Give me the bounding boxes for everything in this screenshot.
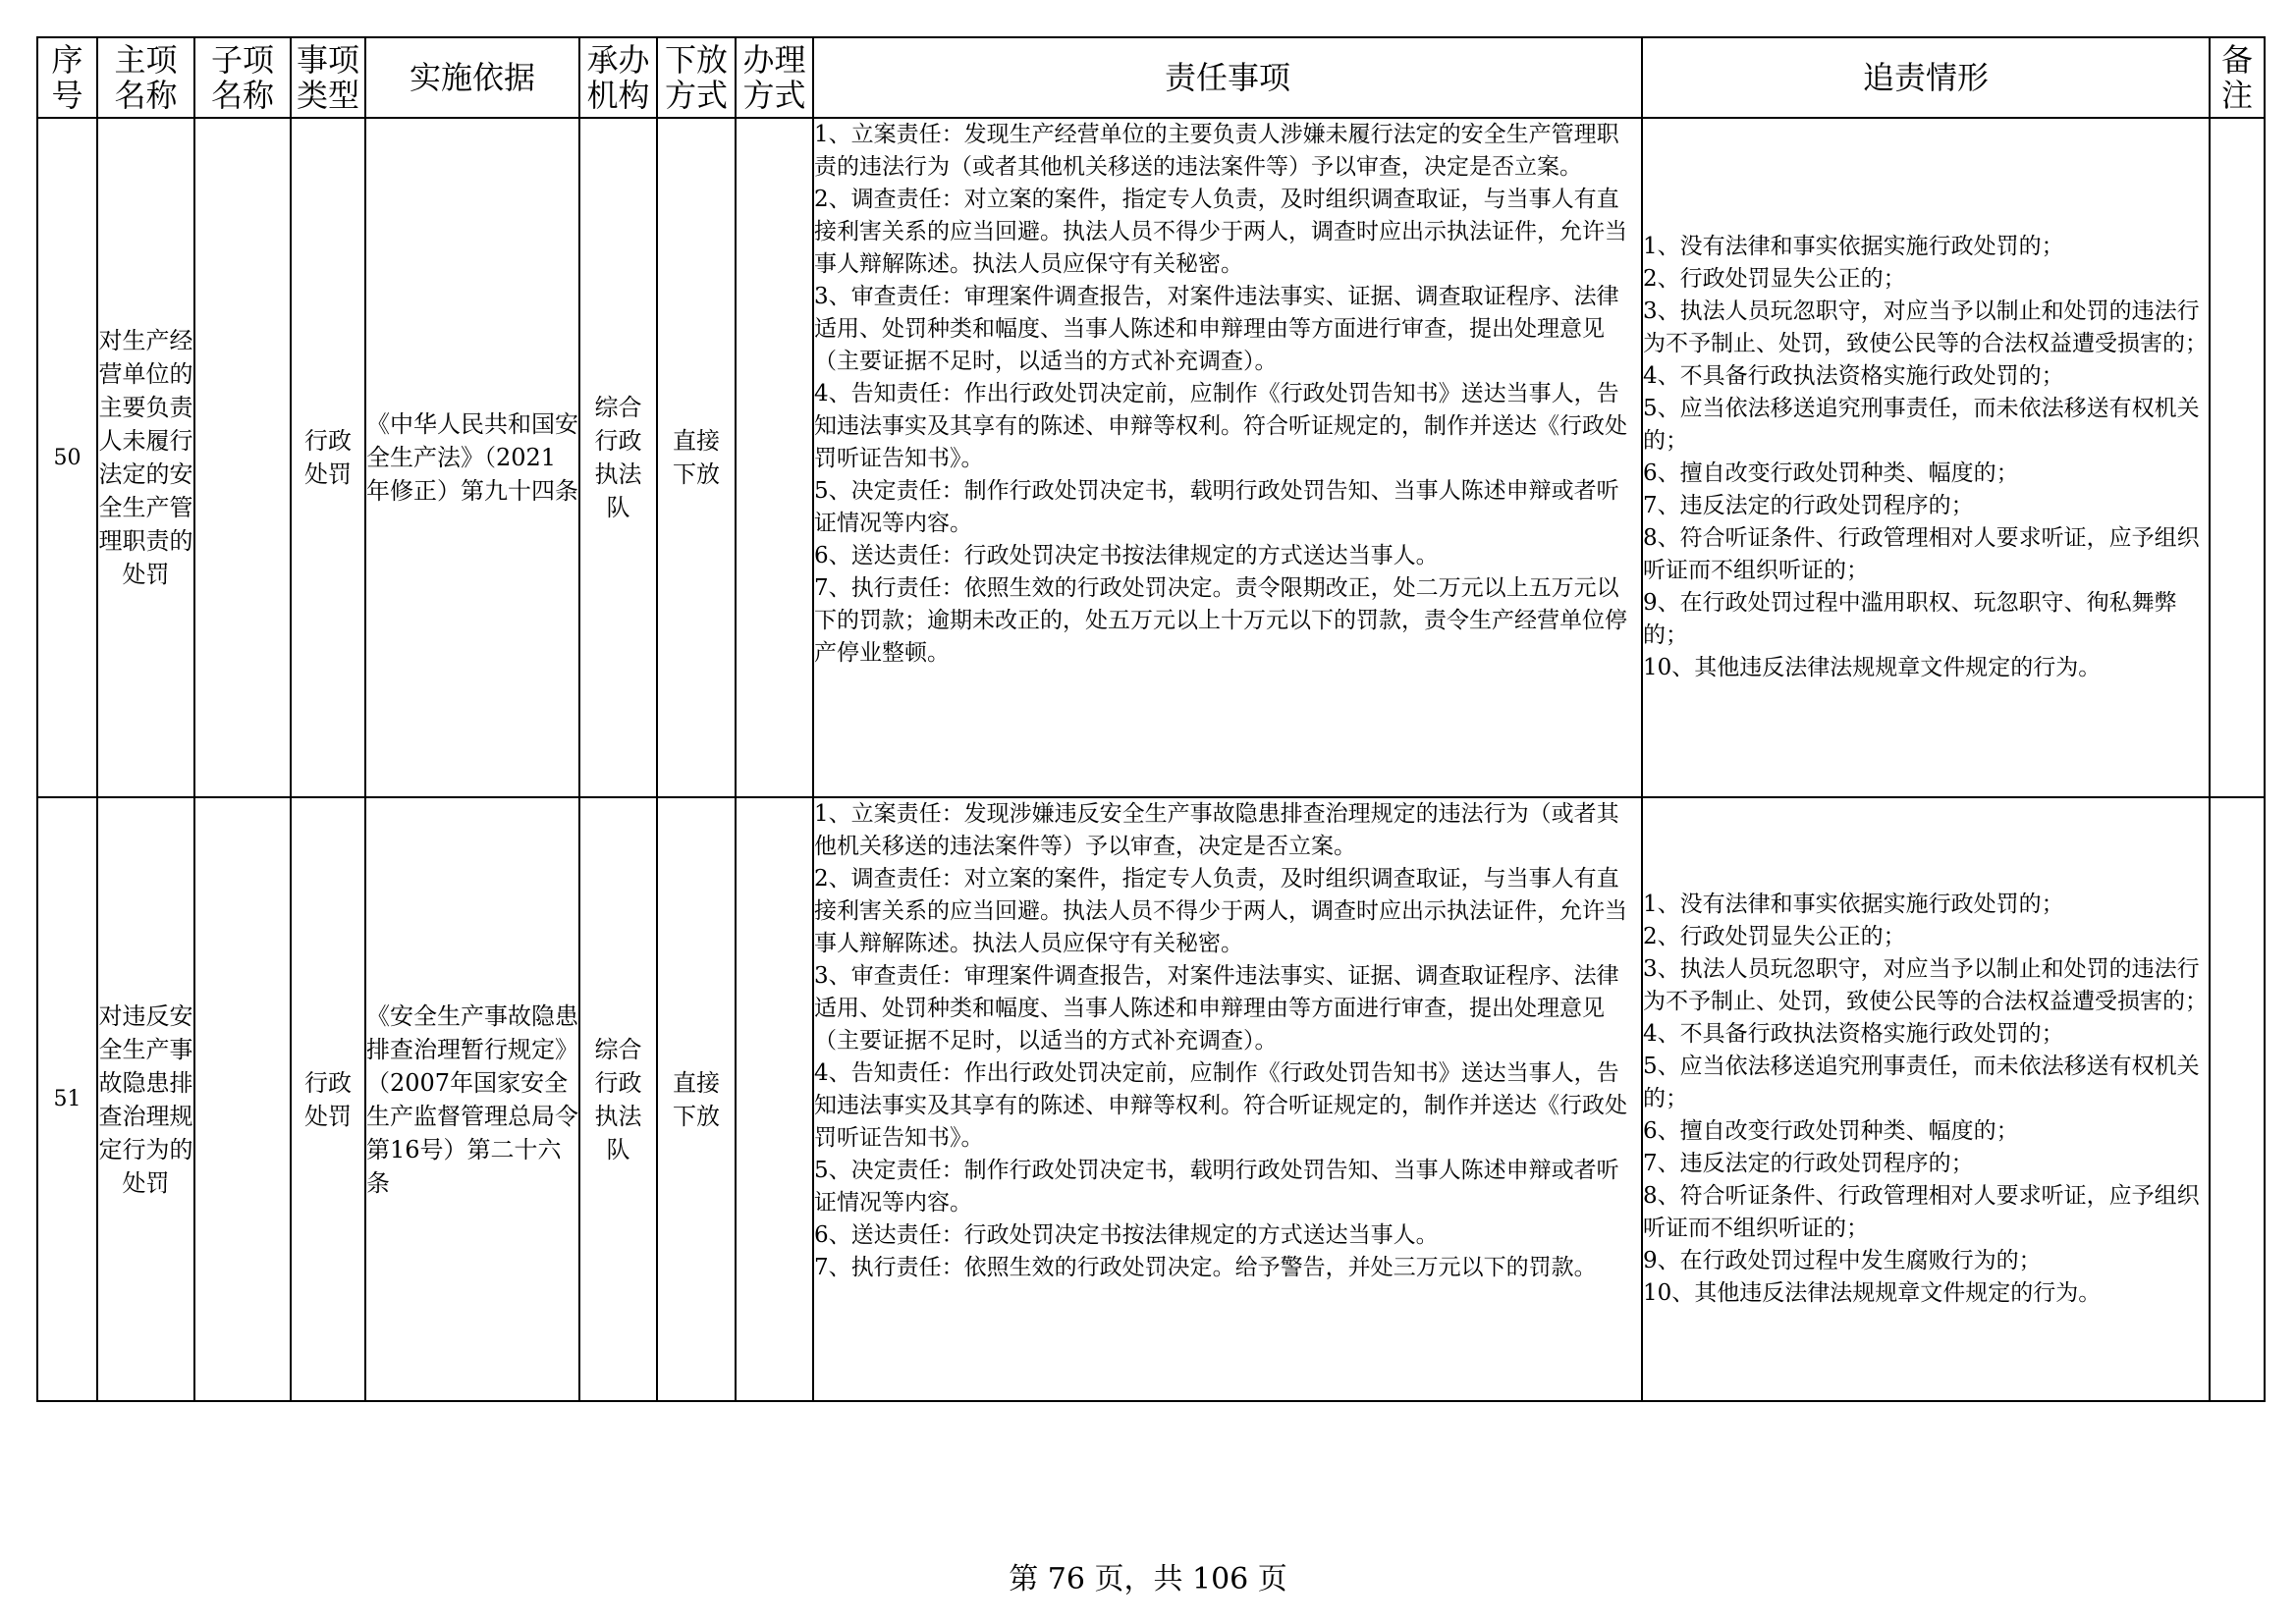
- accountability-item: 9、在行政处罚过程中发生腐败行为的；: [1643, 1248, 2042, 1273]
- accountability-item: 8、符合听证条件、行政管理相对人要求听证，应予组织听证而不组织听证的；: [1643, 1183, 2200, 1241]
- header-responsibility: 责任事项: [813, 37, 1642, 118]
- row-sub-item: [194, 797, 291, 1401]
- accountability-item: 7、违反法定的行政处罚程序的；: [1643, 493, 1974, 518]
- row-item-type: 行政处罚: [291, 118, 365, 797]
- responsibility-table: [36, 36, 2266, 1402]
- header-item-type: 事项类型: [291, 37, 365, 118]
- row-accountability: [1642, 118, 2210, 797]
- row-basis: 《安全生产事故隐患排查治理暂行规定》（2007年国家安全生产监督管理总局令第16号）第二十六条: [365, 797, 579, 1401]
- responsibility-item: 1、立案责任：发现涉嫌违反安全生产事故隐患排查治理规定的违法行为（或者其他机关移送的违法案件等）予以审查，决定是否立案。: [814, 801, 1619, 859]
- accountability-item: 5、应当依法移送追究刑事责任，而未依法移送有权机关的；: [1643, 396, 2200, 454]
- header-delegation: 下放方式: [657, 37, 736, 118]
- row-item-type: 行政处罚: [291, 797, 365, 1401]
- accountability-item: 10、其他违反法律法规规章文件规定的行为。: [1643, 1280, 2102, 1306]
- responsibility-item: 2、调查责任：对立案的案件，指定专人负责，及时组织调查取证，与当事人有直接利害关系的应当回避。执法人员不得少于两人，调查时应出示执法证件，允许当事人辩解陈述。执法人员应保守有关秘密。: [814, 866, 1627, 956]
- row-responsibility: [813, 797, 1642, 1401]
- accountability-item: 7、违反法定的行政处罚程序的；: [1643, 1151, 1974, 1176]
- row-basis: 《中华人民共和国安全生产法》（2021年修正）第九十四条: [365, 118, 579, 797]
- responsibility-item: 6、送达责任：行政处罚决定书按法律规定的方式送达当事人。: [814, 1222, 1439, 1248]
- row-delegation: 直接下放: [657, 797, 736, 1401]
- accountability-item: 3、执法人员玩忽职守，对应当予以制止和处罚的违法行为不予制止、处罚，致使公民等的合法权益遭受损害的；: [1643, 956, 2208, 1014]
- row-accountability: [1642, 797, 2210, 1401]
- row-org: 综合行政执法队: [579, 797, 657, 1401]
- row-handling: [736, 118, 813, 797]
- accountability-item: 1、没有法律和事实依据实施行政处罚的；: [1643, 892, 2064, 917]
- responsibility-item: 7、执行责任：依照生效的行政处罚决定。给予警告，并处三万元以下的罚款。: [814, 1255, 1597, 1280]
- row-responsibility: [813, 118, 1642, 797]
- responsibility-item: 5、决定责任：制作行政处罚决定书，载明行政处罚告知、当事人陈述申辩或者听证情况等内容。: [814, 1158, 1619, 1216]
- accountability-item: 1、没有法律和事实依据实施行政处罚的；: [1643, 234, 2064, 259]
- row-seq: 51: [37, 797, 97, 1401]
- accountability-item: 10、其他违反法律法规规章文件规定的行为。: [1643, 655, 2102, 680]
- header-main-item: 主项名称: [97, 37, 194, 118]
- accountability-item: 4、不具备行政执法资格实施行政处罚的；: [1643, 1021, 2064, 1047]
- accountability-item: 6、擅自改变行政处罚种类、幅度的；: [1643, 1118, 2019, 1144]
- row-handling: [736, 797, 813, 1401]
- responsibility-item: 3、审查责任：审理案件调查报告，对案件违法事实、证据、调查取证程序、法律适用、处罚种类和幅度、当事人陈述和申辩理由等方面进行审查，提出处理意见（主要证据不足时，以适当的方式补充调查）。: [814, 284, 1619, 374]
- header-seq: 序号: [37, 37, 97, 118]
- header-sub-item: 子项名称: [194, 37, 291, 118]
- accountability-item: 6、擅自改变行政处罚种类、幅度的；: [1643, 460, 2019, 486]
- accountability-item: 5、应当依法移送追究刑事责任，而未依法移送有权机关的；: [1643, 1054, 2200, 1111]
- accountability-item: 2、行政处罚显失公正的；: [1643, 924, 1906, 949]
- header-accountability: 追责情形: [1642, 37, 2210, 118]
- row-main-item: 对违反安全生产事故隐患排查治理规定行为的处罚: [97, 797, 194, 1401]
- accountability-item: 3、执法人员玩忽职守，对应当予以制止和处罚的违法行为不予制止、处罚，致使公民等的合法权益遭受损害的；: [1643, 298, 2208, 356]
- row-delegation: 直接下放: [657, 118, 736, 797]
- header-row: [37, 37, 2265, 118]
- row-main-item: 对生产经营单位的主要负责人未履行法定的安全生产管理职责的处罚: [97, 118, 194, 797]
- table-row: [37, 118, 2265, 797]
- accountability-item: 9、在行政处罚过程中滥用职权、玩忽职守、徇私舞弊的；: [1643, 590, 2177, 648]
- row-seq: 50: [37, 118, 97, 797]
- header-basis: 实施依据: [365, 37, 579, 118]
- responsibility-item: 7、执行责任：依照生效的行政处罚决定。责令限期改正，处二万元以上五万元以下的罚款；逾期未改正的，处五万元以上十万元以下的罚款，责令生产经营单位停产停业整顿。: [814, 575, 1627, 666]
- header-handling: 办理方式: [736, 37, 813, 118]
- row-org: 综合行政执法队: [579, 118, 657, 797]
- responsibility-item: 5、决定责任：制作行政处罚决定书，载明行政处罚告知、当事人陈述申辩或者听证情况等内容。: [814, 478, 1619, 536]
- accountability-item: 8、符合听证条件、行政管理相对人要求听证，应予组织听证而不组织听证的；: [1643, 525, 2200, 583]
- row-remarks: [2210, 118, 2265, 797]
- page-footer: 第 76 页，共 106 页: [1009, 1562, 1287, 1596]
- responsibility-item: 6、送达责任：行政处罚决定书按法律规定的方式送达当事人。: [814, 543, 1439, 568]
- header-org: 承办机构: [579, 37, 657, 118]
- row-sub-item: [194, 118, 291, 797]
- row-remarks: [2210, 797, 2265, 1401]
- header-remarks: 备注: [2210, 37, 2265, 118]
- responsibility-item: 4、告知责任：作出行政处罚决定前，应制作《行政处罚告知书》送达当事人，告知违法事实及其享有的陈述、申辩等权利。符合听证规定的，制作并送达《行政处罚听证告知书》。: [814, 1060, 1627, 1151]
- responsibility-item: 1、立案责任：发现生产经营单位的主要负责人涉嫌未履行法定的安全生产管理职责的违法行为（或者其他机关移送的违法案件等）予以审查，决定是否立案。: [814, 122, 1619, 180]
- responsibility-item: 4、告知责任：作出行政处罚决定前，应制作《行政处罚告知书》送达当事人，告知违法事实及其享有的陈述、申辩等权利。符合听证规定的，制作并送达《行政处罚听证告知书》。: [814, 381, 1627, 471]
- responsibility-item: 3、审查责任：审理案件调查报告，对案件违法事实、证据、调查取证程序、法律适用、处罚种类和幅度、当事人陈述和申辩理由等方面进行审查，提出处理意见（主要证据不足时，以适当的方式补充调查）。: [814, 963, 1619, 1054]
- accountability-item: 4、不具备行政执法资格实施行政处罚的；: [1643, 363, 2064, 389]
- table-row: [37, 797, 2265, 1401]
- accountability-item: 2、行政处罚显失公正的；: [1643, 266, 1906, 292]
- responsibility-item: 2、调查责任：对立案的案件，指定专人负责，及时组织调查取证，与当事人有直接利害关系的应当回避。执法人员不得少于两人，调查时应出示执法证件，允许当事人辩解陈述。执法人员应保守有关秘密。: [814, 187, 1627, 277]
